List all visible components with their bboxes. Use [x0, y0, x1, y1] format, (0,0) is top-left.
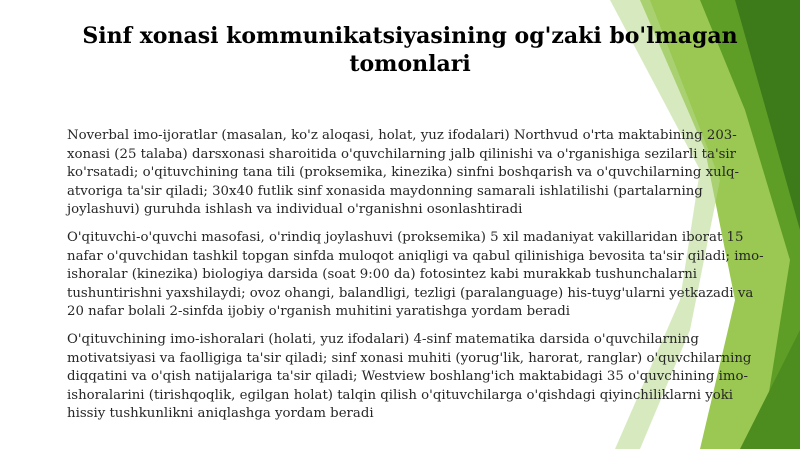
- paragraph-teacher-gestures: O'qituvchining imo-ishoralari (holati, yuz ifodalari) 4-sinf matematika darsida o'quvchilarning motivatsiyasi va faolligiga ta'sir qiladi; sinf xonasi muhiti (yorug'lik, harorat, ranglar) o'quvchilarning diqqatini va o'qish natijalariga ta'sir qiladi; Westview boshlang'ich maktabidagi 35 o'quvchining imo-ishoralarini (tirishqoqlik, egilgan holat) talqin qilish o'qituvchilarga o'qishdagi qiyinchiliklarni yoki hissiy tushkunlikni aniqlashga yordam beradi: [67, 332, 752, 421]
- slide-title: Sinf xonasi kommunikatsiyasining og'zaki bo'lmagan tomonlari: [82, 23, 738, 77]
- paragraph-nonverbal-cues: Noverbal imo-ijoratlar (masalan, ko'z aloqasi, holat, yuz ifodalari) Northvud o'rta maktabining 203-xonasi (25 talaba) darsxonasi sharoitida o'quvchilarning jalb qilinishi va o'rganishiga sezilarli ta'sir ko'rsatadi; o'qituvchining tana tili (proksemika, kinezika) sinfni boshqarish va o'quvchilarning xulq-atvoriga ta'sir qiladi; 30x40 futlik sinf xonasida maydonning samarali ishlatilishi (partalarning joylashuvi) guruhda ishlash va individual o'rganishni osonlashtiradi: [67, 128, 739, 217]
- paragraph-proxemics-kinesics: O'qituvchi-o'quvchi masofasi, o'rindiq joylashuvi (proksemika) 5 xil madaniyat vakillaridan iborat 15 nafar o'quvchidan tashkil topgan sinfda muloqot aniqligi va qabul qilinishiga bevosita ta'sir qiladi; imo-ishoralar (kinezika) biologiya darsida (soat 9:00 da) fotosintez kabi murakkab tushunchalarni tushuntirishni yaxshilaydi; ovoz ohangi, balandligi, tezligi (paralanguage) his-tuyg'ularni yetkazadi va 20 nafar bolali 2-sinfda ijobiy o'rganish muhitini yaratishga yordam beradi: [67, 230, 764, 319]
